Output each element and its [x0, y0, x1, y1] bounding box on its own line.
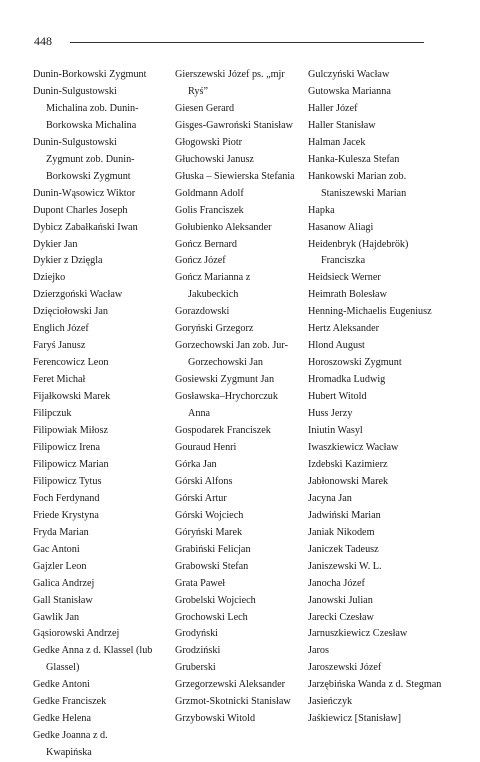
index-column-3 — [308, 67, 448, 728]
index-entry: Feret Michał — [33, 374, 86, 386]
index-entry: Jarzębińska Wanda z d. Stegman — [308, 679, 442, 691]
index-entry: Huss Jerzy — [308, 408, 353, 420]
index-entry: Englich Józef — [33, 323, 89, 335]
index-entry: Janowski Julian — [308, 594, 373, 606]
index-entry: Hlond August — [308, 340, 365, 352]
index-entry: Górski Artur — [175, 492, 227, 504]
index-entry: Grzmot-Skotnicki Stanisław — [175, 696, 291, 708]
index-entry: Galica Andrzej — [33, 577, 95, 589]
index-entry: Heidenbryk (Hajdebrök) Franciszka — [308, 238, 409, 267]
index-entry: Filipczuk — [33, 408, 72, 420]
index-entry: Gierszewski Józef ps. „mjr Ryś” — [175, 69, 285, 97]
index-entry: Hertz Aleksander — [308, 323, 379, 335]
index-entry: Jaśkiewicz [Stanisław] — [308, 713, 402, 725]
index-entry: Filipowicz Marian — [33, 458, 109, 470]
index-entry: Fryda Marian — [33, 526, 89, 538]
index-entry: Grodziński — [175, 645, 221, 657]
index-column-1 — [33, 67, 155, 762]
index-entry: Henning-Michaelis Eugeniusz — [308, 306, 432, 318]
index-entry: Ferencowicz Leon — [33, 357, 109, 369]
index-entry: Iniutin Wasyl — [308, 425, 363, 437]
index-entry: Dziejko — [33, 272, 66, 284]
index-entry: Gospodarek Franciszek — [175, 425, 271, 437]
index-entry: Izdebski Kazimierz — [308, 458, 388, 470]
index-entry: Janocha Józef — [308, 577, 365, 589]
index-entry: Haller Stanisław — [308, 119, 376, 131]
index-entry: Gedke Joanna z d. Kwapińska — [33, 730, 108, 759]
index-entry: Góryński Marek — [175, 526, 243, 538]
index-column-2 — [175, 67, 301, 728]
index-entry: Dzierzgoński Wacław — [33, 289, 123, 301]
index-entry: Gedke Helena — [33, 713, 91, 725]
index-entry: Dzięciołowski Jan — [33, 306, 108, 318]
index-entry: Gorazdowski — [175, 306, 230, 318]
index-entry: Jarecki Czesław — [308, 611, 374, 623]
index-entry: Golis Franciszek — [175, 204, 244, 216]
index-entry: Gończ Józef — [175, 255, 226, 267]
index-entry: Grobelski Wojciech — [175, 594, 256, 606]
index-entry: Horoszowski Zygmunt — [308, 357, 402, 369]
index-entry: Grzybowski Witold — [175, 713, 256, 725]
index-entry: Friede Krystyna — [33, 509, 99, 521]
index-entry: Jadwiński Marian — [308, 509, 381, 521]
index-entry: Głuchowski Janusz — [175, 153, 254, 165]
index-entry: Gall Stanisław — [33, 594, 93, 606]
index-entry: Górski Wojciech — [175, 509, 244, 521]
index-entry: Grzegorzewski Aleksander — [175, 679, 286, 691]
index-entry: Foch Ferdynand — [33, 492, 100, 504]
index-entry: Głogowski Piotr — [175, 136, 243, 148]
index-entry: Górski Alfons — [175, 475, 233, 487]
index-entry: Fijałkowski Marek — [33, 391, 111, 403]
index-entry: Hasanow Aliagi — [308, 221, 374, 233]
index-entry: Gajzler Leon — [33, 560, 87, 572]
index-entry: Janiczek Tadeusz — [308, 543, 379, 555]
index-entry: Gac Antoni — [33, 543, 80, 555]
index-entry: Grochowski Lech — [175, 611, 248, 623]
index-entry: Halman Jacek — [308, 136, 366, 148]
index-entry: Gedke Anna z d. Klassel (lub Glassel) — [33, 645, 153, 674]
index-entry: Jaros — [308, 645, 329, 657]
index-entry: Heidsieck Werner — [308, 272, 381, 284]
index-entry: Goldmann Adolf — [175, 187, 244, 199]
header-rule — [70, 42, 424, 43]
index-entry: Grata Paweł — [175, 577, 226, 589]
index-entry: Gorzechowski Jan zob. Jur-Gorzechowski Jan — [175, 340, 288, 369]
index-entry: Jarnuszkiewicz Czesław — [308, 628, 408, 640]
index-entry: Giesen Gerard — [175, 102, 235, 114]
index-entry: Hankowski Marian zob. Staniszewski Marian — [308, 170, 407, 199]
index-entry: Dybicz Zabałkański Iwan — [33, 221, 138, 233]
index-entry: Grodyński — [175, 628, 219, 640]
index-entry: Gosławska–Hrychorczuk Anna — [175, 391, 278, 420]
index-entry: Faryś Janusz — [33, 340, 86, 352]
index-entry: Dunin-Sulgustowski Zygmunt zob. Dunin-Borkowski Zygmunt — [33, 136, 135, 182]
index-entry: Gedke Franciszek — [33, 696, 107, 708]
index-entry: Gosiewski Zygmunt Jan — [175, 374, 275, 386]
index-entry: Jaroszewski Józef — [308, 662, 382, 674]
index-entry: Grabowski Stefan — [175, 560, 249, 572]
index-entry: Dunin-Wąsowicz Wiktor — [33, 187, 136, 199]
index-entry: Janiak Nikodem — [308, 526, 375, 538]
index-entry: Jasieńczyk — [308, 696, 353, 708]
index-entry: Gisges-Gawroński Stanisław — [175, 119, 293, 131]
index-entry: Filipowiak Miłosz — [33, 425, 108, 437]
index-entry: Gończ Bernard — [175, 238, 237, 250]
index-entry: Dykier Jan — [33, 238, 78, 250]
index-entry: Dupont Charles Joseph — [33, 204, 128, 216]
index-entry: Hubert Witold — [308, 391, 367, 403]
index-entry: Filipowicz Irena — [33, 441, 101, 453]
index-entry: Gąsiorowski Andrzej — [33, 628, 120, 640]
index-entry: Jabłonowski Marek — [308, 475, 389, 487]
index-entry: Gulczyński Wacław — [308, 69, 390, 80]
index-entry: Heimrath Bolesław — [308, 289, 387, 301]
index-entry: Jacyna Jan — [308, 492, 352, 504]
index-entry: Hanka-Kulesza Stefan — [308, 153, 400, 165]
index-entry: Goryński Grzegorz — [175, 323, 254, 335]
index-entry: Hapka — [308, 204, 335, 216]
index-entry: Filipowicz Tytus — [33, 475, 102, 487]
index-entry: Dunin-Borkowski Zygmunt — [33, 69, 147, 80]
index-entry: Gołubienko Aleksander — [175, 221, 272, 233]
index-entry: Grabiński Felicjan — [175, 543, 251, 555]
index-entry: Hromadka Ludwig — [308, 374, 386, 386]
index-entry: Gończ Marianna z Jakubeckich — [175, 272, 251, 301]
index-entry: Janiszewski W. L. — [308, 560, 382, 572]
index-entry: Gruberski — [175, 662, 216, 674]
index-entry: Haller Józef — [308, 102, 358, 114]
index-entry: Głuska – Siewierska Stefania — [175, 170, 295, 182]
index-entry: Górka Jan — [175, 458, 217, 470]
index-entry: Gawlik Jan — [33, 611, 80, 623]
index-entry: Dunin-Sulgustowski Michalina zob. Dunin-Borkowska Michalina — [33, 85, 139, 131]
index-entry: Gedke Antoni — [33, 679, 90, 691]
index-entry: Gutowska Marianna — [308, 85, 391, 97]
index-entry: Dykier z Dzięgla — [33, 255, 103, 267]
index-entry: Iwaszkiewicz Wacław — [308, 441, 399, 453]
page-number: 448 — [34, 34, 52, 48]
index-entry: Gouraud Henri — [175, 441, 237, 453]
